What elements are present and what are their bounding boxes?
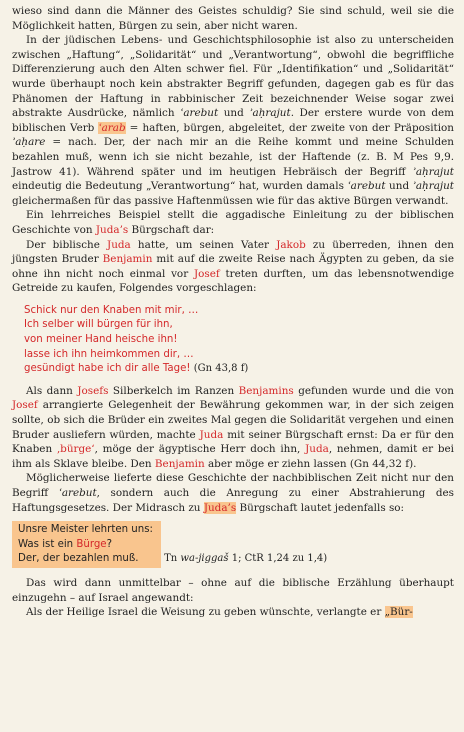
text-run: . Der erstere wurde von dem biblischen Verb (12, 107, 454, 134)
text-run: = nach. Der, der nach mir an die Reihe kommt und meine Schulden bezahlen muß, wenn ich sie nicht bezahle, ist der Haftende (z. B. M Pes 9,9. Jastrow 41). Während später und im heutigen Hebräisch der Begriff (12, 136, 454, 178)
name-juda: Juda’s (95, 223, 129, 236)
text-run: , nehmen, damit er bei ihm als Sklave bleibe. Den (12, 443, 454, 470)
text-run: mit auf die zweite Reise nach Ägypten zu geben, da sie ohne ihn nicht noch einmal vor (12, 253, 454, 280)
text-run: treten durften, um das lebensnotwendige Getreide zu kaufen, Folgendes vorgeschlagen: (12, 267, 454, 295)
term-ahrajut: ʾaḥrajut (249, 107, 291, 120)
quote-line-last (24, 362, 454, 377)
quote-line: Schick nur den Knaben mit mir, … (24, 304, 199, 316)
name-benjamins: Benjamins (238, 384, 294, 397)
highlighted-quote-box (12, 521, 161, 568)
text-run: gleichermaßen für das passive Haftenmüssen wie für das aktive Bürgen verwandt. (12, 194, 449, 207)
text-run: , sondern auch die Anregung zu einer Abstrahierung des Haftungsgesetzes. Der Midrasch zu (12, 487, 454, 514)
name-juda: Juda (199, 428, 224, 441)
name-benjamin: Benjamin (154, 457, 205, 470)
paragraph-2 (12, 33, 454, 208)
paragraph-7: Das wird dann unmittelbar – ohne auf die biblische Erzählung überhaupt einzugehn – auf Israel angewandt: (12, 576, 454, 604)
highlighted-name-juda: Juda’s (203, 501, 237, 514)
term-ahare: ʾaḥare (12, 136, 46, 149)
paragraph-8 (12, 605, 454, 620)
text-run: zu überreden, ihnen den jüngsten Bruder (12, 238, 454, 266)
quote-line: von meiner Hand heische ihn! (24, 334, 178, 346)
text-run: Tn (164, 553, 181, 565)
term-buerge: Bürge (76, 538, 107, 550)
midrash-quote (12, 521, 454, 568)
paragraph-4 (12, 238, 454, 296)
text-run: Silberkelch im Ranzen (108, 384, 239, 397)
text-run: = haften, bürgen, abgeleitet, der zweite von der Präposition (125, 121, 454, 134)
text-run: gefunden wurde und die von (293, 384, 454, 397)
paragraph-3 (12, 208, 454, 237)
quote-line (18, 538, 153, 553)
text-run: Möglicherweise lieferte diese Geschichte der nachbiblischen Zeit nicht nur den Begriff (12, 472, 454, 499)
text-run: Bürgschaft dar: (128, 223, 215, 236)
quote-line: lasse ich ihn heimkommen dir, … (24, 348, 194, 360)
text-run: ? (106, 538, 112, 550)
term-arebut: ʿarebut (180, 107, 219, 120)
text-run: eindeutig die Bedeutung „Verantwortung“ hat, wurden damals (12, 180, 348, 193)
quote-line: gesündigt habe ich dir alle Tage! (24, 363, 191, 375)
paragraph-5 (12, 384, 454, 472)
text-run: Als der Heilige Israel die Weisung zu geben wünschte, verlangte er (26, 606, 385, 619)
quote-source: (Gn 43,8 f) (193, 363, 249, 375)
paragraph-6 (12, 471, 454, 515)
text-run: arrangierte Gelegenheit der Bewährung gekommen war, in der sich zeigen sollte, ob sich die Brüder ein zweites Mal gegen die Solidarität vergehen und einen Bruder ausliefern würden, machte (12, 399, 454, 441)
term-arebut: ʿarebut (347, 180, 386, 193)
text-run: 1; CtR 1,24 zu 1,4) (228, 553, 328, 565)
paragraph-1: wieso sind dann die Männer des Geistes schuldig? Sie sind schuld, weil sie die Möglichkeit hatten, Bürgen zu sein, aber nicht waren. (12, 5, 454, 32)
term-ahrajut: ʾaḥrajut (412, 165, 454, 178)
quote-source (161, 553, 327, 564)
text-run: Was ist ein (18, 538, 77, 550)
text-run: Bürgschaft lautet jedenfalls so: (236, 501, 405, 514)
text-run: und (218, 107, 250, 120)
text-run: , möge der ägyptische Herr doch ihn, (94, 443, 306, 456)
term-arebut: ʿarebut (58, 487, 97, 499)
quote-line: Der, der bezahlen muß. (18, 553, 139, 565)
text-run: Als dann (26, 384, 78, 397)
term-buerge: ‚bürge‘ (56, 443, 95, 456)
bible-quote-gn43 (24, 304, 454, 377)
name-josef: Josef (12, 399, 38, 412)
text-run: In der jüdischen Lebens- und Geschichtsphilosophie ist also zu unterscheiden zwischen „Haftung“, „Solidarität“ und „Verantwortung“, obwohl die begriffliche Differenzierung auch den Alten schwer fiel. Für „Identifikation“ und „Solidarität“ wurde überhaupt noch kein abstrakter Begriff gefunden, dagegen gab es für das Phänomen der Haftung in rabbinischer Zeit bezeichnender Weise sogar zwei abstrakte Ausdrücke, nämlich (12, 34, 454, 120)
name-josef: Josef (193, 267, 220, 280)
quote-line: Unsre Meister lehrten uns: (18, 524, 153, 536)
highlighted-verb-arab: ʿarab (98, 121, 126, 134)
term-wajiggash: wa-jiggaš (180, 553, 229, 565)
name-josefs: Josefs (77, 384, 109, 397)
text-run: aber möge er ziehn lassen (Gn 44,32 f). (204, 457, 417, 470)
text-run: Ein lehrreiches Beispiel stellt die aggadische Einleitung zu der biblischen Geschichte von (12, 209, 454, 236)
highlighted-word-buer: „Bür- (384, 606, 413, 619)
name-juda: Juda (107, 238, 131, 251)
text-run: mit seiner Bürgschaft ernst: Da er für den Knaben (12, 428, 454, 456)
name-jakob: Jakob (276, 238, 306, 251)
text-run: hatte, um seinen Vater (130, 238, 277, 251)
text-run: und (385, 180, 413, 193)
quote-line: Ich selber will bürgen für ihn, (24, 319, 173, 331)
term-ahrajut: ʾaḥrajut (412, 180, 454, 193)
text-run: Der biblische (26, 238, 108, 251)
name-juda: Juda (305, 443, 329, 456)
name-benjamin: Benjamin (102, 253, 153, 266)
